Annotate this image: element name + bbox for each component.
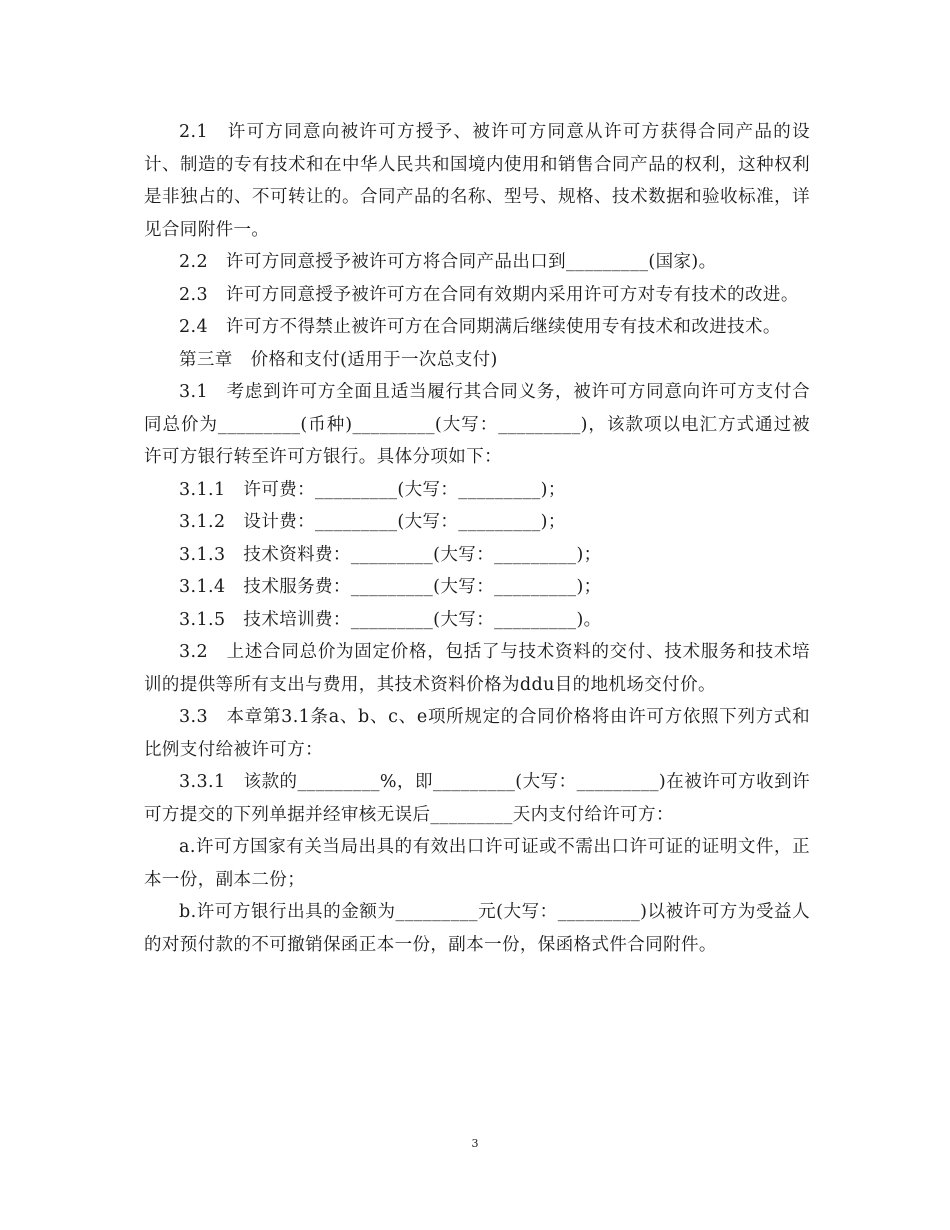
clause-3-3: 3.3 本章第3.1条a、b、c、e项所规定的合同价格将由许可方依照下列方式和比例支付给被许可方：: [144, 707, 810, 760]
page-number: 3: [471, 1137, 479, 1150]
document-body: [144, 116, 810, 961]
clause-3-2: 3.2 上述合同总价为固定价格，包括了与技术资料的交付、技术服务和技术培训的提供等所有支出与费用，其技术资料价格为ddu目的地机场交付价。: [144, 642, 810, 695]
clause-3-1-5: 3.1.5 技术培训费：_________(大写：_________)。: [179, 609, 602, 630]
chapter-3-heading: 第三章 价格和支付(适用于一次总支付): [179, 349, 498, 370]
item-b: b.许可方银行出具的金额为_________元(大写：_________)以被许可方为受益人的对预付款的不可撤销保函正本一份，副本一份，保函格式件合同附件。: [144, 902, 810, 955]
clause-3-3-1: 3.3.1 该款的_________%，即_________(大写：_________)在被许可方收到许可方提交的下列单据并经审核无误后_________天内支付给许可方：: [144, 772, 810, 825]
clause-3-1-4: 3.1.4 技术服务费：_________(大写：_________)；: [179, 577, 602, 597]
clause-2-1: 2.1 许可方同意向被许可方授予、被许可方同意从许可方获得合同产品的设计、制造的专有技术和在中华人民共和国境内使用和销售合同产品的权利，这种权利是非独占的、不可转让的。合同产品的名称、型号、规格、技术数据和验收标准，详见合同附件一。: [144, 122, 810, 240]
clause-2-3: 2.3 许可方同意授予被许可方在合同有效期内采用许可方对专有技术的改进。: [179, 284, 799, 305]
clause-3-1-2: 3.1.2 设计费：_________(大写：_________)；: [179, 512, 566, 532]
item-a: a.许可方国家有关当局出具的有效出口许可证或不需出口许可证的证明文件，正本一份，副本二份；: [144, 837, 810, 890]
clause-3-1: 3.1 考虑到许可方全面且适当履行其合同义务，被许可方同意向许可方支付合同总价为_________(币种)_________(大写：_________)，该款项以电汇方式通过被许可方银行转至许可方银行。具体分项如下：: [144, 382, 810, 467]
clause-2-4: 2.4 许可方不得禁止被许可方在合同期满后继续使用专有技术和改进技术。: [179, 317, 781, 337]
clause-2-2: 2.2 许可方同意授予被许可方将合同产品出口到_________(国家)。: [179, 252, 717, 272]
clause-3-1-3: 3.1.3 技术资料费：_________(大写：_________)；: [179, 544, 602, 565]
clause-3-1-1: 3.1.1 许可费：_________(大写：_________)；: [179, 479, 566, 500]
